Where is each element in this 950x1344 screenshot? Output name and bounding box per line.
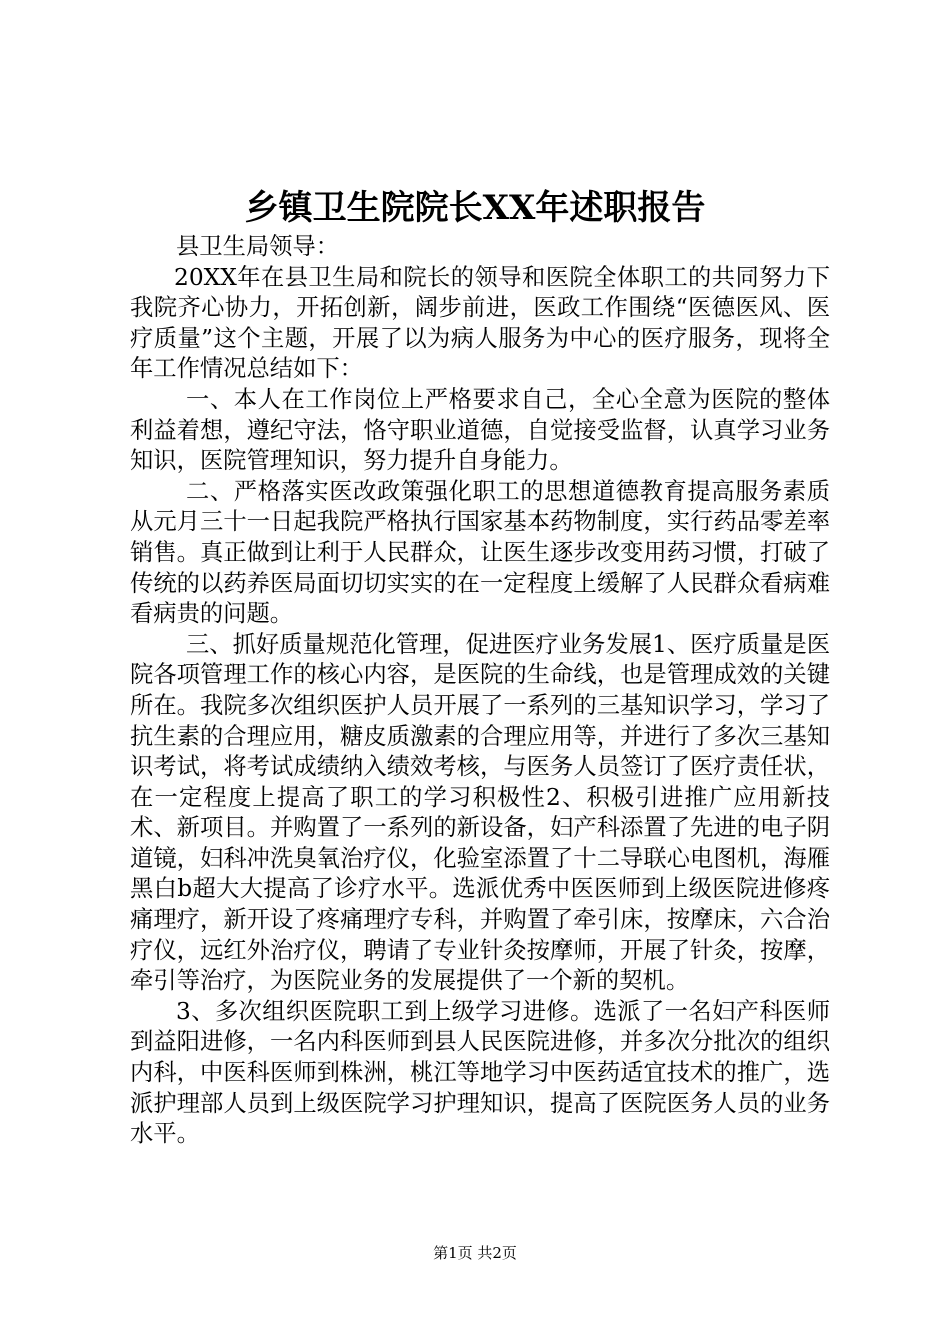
page-number-footer: 第1页 共2页 — [433, 1244, 517, 1262]
paragraph-section-3: 三、抓好质量规范化管理，促进医疗业务发展1、医疗质量是医院各项管理工作的核心内容，是医院的生命线，也是管理成效的关键所在。我院多次组织医护人员开展了一系列的三基知识学习，学习了抗生素的合理应用，糖皮质激素的合理应用等，并进行了多次三基知识考试，将考试成绩纳入绩效考核，与医务人员签订了医疗责任状，在一定程度上提高了职工的学习积极性2、积极引进推广应用新技术、新项目。并购置了一系列的新设备，妇产科添置了先进的电子阴道镜，妇科冲洗臭氧治疗仪，化验室添置了十二导联心电图机，海雁黑白b超大大提高了诊疗水平。选派优秀中医医师到上级医院进修疼痛理疗，新开设了疼痛理疗专科，并购置了牵引床，按摩床，六合治疗仪，远红外治疗仪，聘请了专业针灸按摩师，开展了针灸，按摩，牵引等治疗，为医院业务的发展提供了一个新的契机。 — [130, 630, 830, 995]
document-title: 乡镇卫生院院长XX年述职报告 — [244, 188, 706, 228]
paragraph-intro: 20XX年在县卫生局和院长的领导和医院全体职工的共同努力下我院齐心协力，开拓创新，阔步前进，医政工作围绕“医德医风、医疗质量”这个主题，开展了以为病人服务为中心的医疗服务，现将全年工作情况总结如下： — [130, 263, 830, 383]
salutation: 县卫生局领导： — [176, 233, 340, 260]
paragraph-section-3-item-3: 3、多次组织医院职工到上级学习进修。选派了一名妇产科医师到益阳进修，一名内科医师到县人民医院进修，并多次分批次的组织内科，中医科医师到株洲，桃江等地学习中医药适宜技术的推广，选派护理部人员到上级医院学习护理知识，提高了医院医务人员的业务水平。 — [130, 997, 830, 1148]
paragraph-section-2: 二、严格落实医改政策强化职工的思想道德教育提高服务素质从元月三十一日起我院严格执行国家基本药物制度，实行药品零差率销售。真正做到让利于人民群众，让医生逐步改变用药习惯，打破了传统的以药养医局面切切实实的在一定程度上缓解了人民群众看病难看病贵的问题。 — [130, 477, 830, 628]
document-body — [130, 232, 830, 1150]
paragraph-section-1: 一、本人在工作岗位上严格要求自己，全心全意为医院的整体利益着想，遵纪守法，恪守职业道德，自觉接受监督，认真学习业务知识，医院管理知识，努力提升自身能力。 — [130, 385, 830, 475]
